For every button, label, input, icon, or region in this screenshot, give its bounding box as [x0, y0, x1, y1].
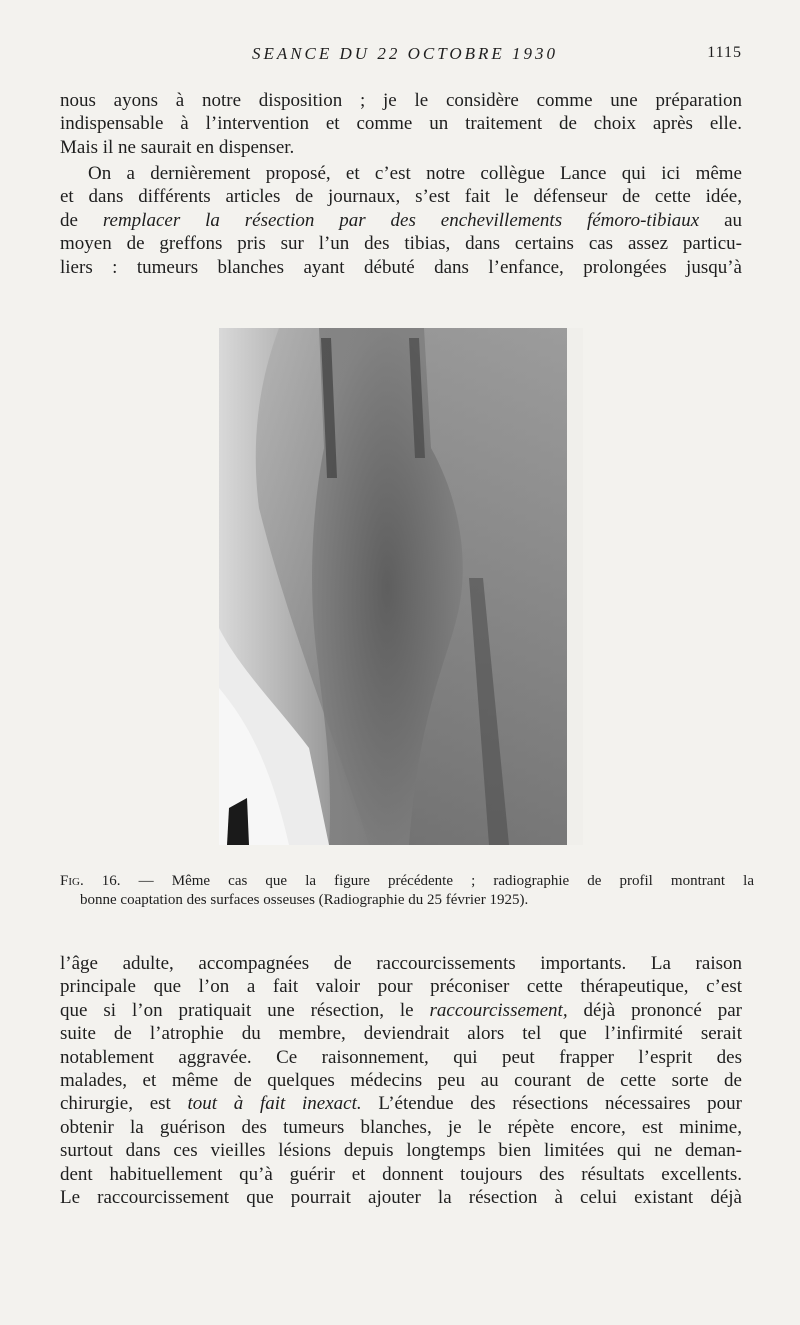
- text-line: moyen de greffons pris sur l’un des tibias, dans certains cas assez particu-: [60, 233, 742, 255]
- text-line: On a dernièrement proposé, et c’est notre collègue Lance qui ici même: [88, 163, 742, 184]
- figure-label: Fig. 16.: [60, 873, 121, 889]
- text-run: de: [60, 209, 103, 231]
- text-line: dent habituellement qu’à guérir et donnent toujours des résultats excellents.: [60, 1163, 742, 1185]
- text-line: [60, 1092, 742, 1115]
- text-line: notablement aggravée. Ce raisonnement, qui peut frapper l’esprit des: [60, 1046, 742, 1068]
- running-head: SEANCE DU 22 OCTOBRE 1930: [251, 44, 559, 63]
- text-line: l’âge adulte, accompagnées de raccourcissements importants. La raison: [60, 953, 742, 974]
- italic-run: tout à fait inexact.: [187, 1093, 362, 1115]
- text-run: au: [699, 209, 743, 231]
- caption-line: bonne coaptation des surfaces osseuses (Radiographie du 25 février 1925).: [80, 892, 529, 908]
- radiograph-image: [219, 328, 583, 845]
- italic-run: raccourcissement,: [429, 999, 568, 1021]
- radiograph-figure: [219, 328, 583, 845]
- text-line: principale que l’on a fait valoir pour préconiser cette thérapeutique, c’est: [60, 976, 742, 998]
- text-line: indispensable à l’intervention et comme un traitement de choix après elle.: [60, 113, 742, 135]
- text-line: suite de l’atrophie du membre, deviendrait alors tel que l’infirmité serait: [60, 1023, 742, 1045]
- paragraph-top: [60, 89, 742, 159]
- figure-caption: [60, 872, 754, 910]
- text-line: nous ayons à notre disposition ; je le considère comme une préparation: [60, 90, 742, 111]
- text-line: [60, 209, 742, 232]
- caption-line: [60, 872, 754, 891]
- text-line: [60, 999, 742, 1022]
- text-run: que si l’on pratiquait une résection, le: [60, 999, 430, 1021]
- text-run: déjà prononcé par: [567, 999, 742, 1021]
- text-line: malades, et même de quelques médecins peu au courant de cette sorte de: [60, 1069, 742, 1091]
- text-run: chirurgie, est: [60, 1093, 188, 1115]
- caption-text: — Même cas que la figure précédente ; radiographie de profil montrant la: [120, 873, 755, 889]
- paragraph-second: [60, 162, 742, 279]
- page-header: [60, 44, 750, 68]
- text-line: Le raccourcissement que pourrait ajouter la résection à celui existant déjà: [60, 1186, 742, 1208]
- page-number: 1115: [707, 44, 742, 61]
- text-run: L’étendue des résections nécessaires pour: [361, 1093, 742, 1115]
- paragraph-bottom: [60, 952, 742, 1209]
- text-line: liers : tumeurs blanches ayant débuté dans l’enfance, prolongées jusqu’à: [60, 256, 742, 278]
- text-line: surtout dans ces vieilles lésions depuis longtemps bien limitées qui ne deman-: [60, 1140, 742, 1162]
- italic-run: remplacer la résection par des enchevillements fémoro-tibiaux: [102, 209, 700, 231]
- text-line: et dans différents articles de journaux, s’est fait le défenseur de cette idée,: [60, 186, 742, 208]
- text-line: Mais il ne saurait en dispenser.: [60, 136, 295, 158]
- text-line: obtenir la guérison des tumeurs blanches, je le répète encore, est minime,: [60, 1116, 742, 1138]
